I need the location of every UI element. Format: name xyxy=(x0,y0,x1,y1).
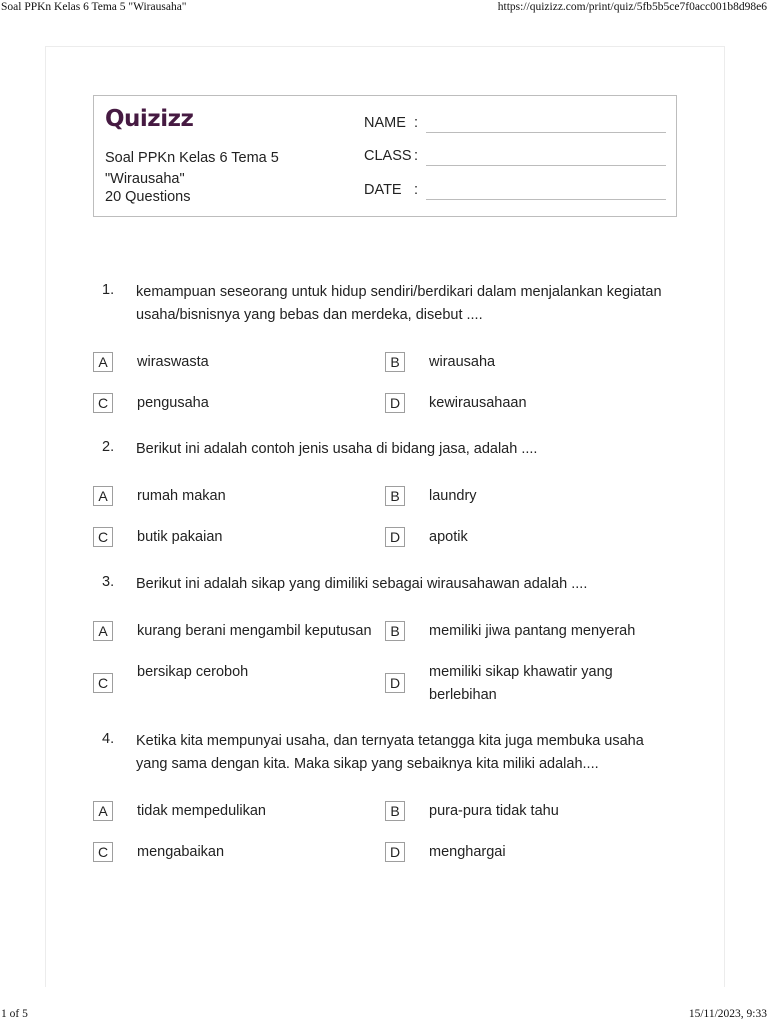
option-text: rumah makan xyxy=(137,488,226,504)
option-letter: B xyxy=(385,621,405,641)
print-footer xyxy=(0,1004,768,1024)
quiz-header-box xyxy=(93,95,677,217)
name-field xyxy=(364,115,419,131)
page-count: 1 of 5 xyxy=(1,1008,28,1020)
option-letter: B xyxy=(385,801,405,821)
option-text: kurang berani mengambil keputusan xyxy=(137,623,372,639)
question-number: 2. xyxy=(102,439,115,455)
option-letter: C xyxy=(93,527,113,547)
option-text: memiliki jiwa pantang menyerah xyxy=(429,623,636,639)
option-text: pura-pura tidak tahu xyxy=(429,803,559,819)
option-letter: D xyxy=(385,842,405,862)
name-label: NAME xyxy=(364,115,406,131)
print-datetime: 15/11/2023, 9:33 xyxy=(688,1008,767,1020)
date-line xyxy=(426,199,666,200)
option-text: tidak mempedulikan xyxy=(137,803,266,819)
option-text: pengusaha xyxy=(137,395,209,411)
option-letter: A xyxy=(93,621,113,641)
option-text: wirausaha xyxy=(429,354,496,370)
print-header xyxy=(0,0,768,18)
question-count: 20 Questions xyxy=(105,189,191,205)
option-letter: A xyxy=(93,486,113,506)
quizizz-logo: Quizizz xyxy=(105,106,194,132)
date-label: DATE xyxy=(364,182,402,198)
option-text: memiliki sikap khawatir yang berlebihan xyxy=(429,664,613,703)
option-text: laundry xyxy=(429,488,477,504)
quiz-title-line-1: Soal PPKn Kelas 6 Tema 5 xyxy=(105,150,279,166)
quiz-title-line-2: "Wirausaha" xyxy=(105,171,185,187)
option-letter: B xyxy=(385,352,405,372)
option-letter: D xyxy=(385,527,405,547)
class-label: CLASS xyxy=(364,148,412,164)
option-text: bersikap ceroboh xyxy=(137,664,249,680)
name-line xyxy=(426,132,666,133)
option-letter: C xyxy=(93,673,113,693)
option-text: wiraswasta xyxy=(137,354,209,370)
print-page-url: https://quizizz.com/print/quiz/5fb5b5ce7f0acc001b8d98e6 xyxy=(497,1,767,13)
option-letter: D xyxy=(385,673,405,693)
option-text: butik pakaian xyxy=(137,529,223,545)
question-text: Berikut ini adalah sikap yang dimiliki sebagai wirausahawan adalah .... xyxy=(136,576,588,592)
option-letter: B xyxy=(385,486,405,506)
date-field xyxy=(364,182,419,198)
class-line xyxy=(426,165,666,166)
question-number: 1. xyxy=(102,282,115,298)
option-text: kewirausahaan xyxy=(429,395,527,411)
option-text: mengabaikan xyxy=(137,844,225,860)
name-colon: : xyxy=(414,115,419,131)
date-colon: : xyxy=(414,182,419,198)
print-page-title: Soal PPKn Kelas 6 Tema 5 "Wirausaha" xyxy=(1,1,187,13)
option-letter: D xyxy=(385,393,405,413)
quiz-sheet xyxy=(45,46,725,987)
question-text: Ketika kita mempunyai usaha, dan ternyata tetangga kita juga membuka usaha yang sama dengan kita. Maka sikap yang sebaiknya kita miliki adalah.... xyxy=(136,733,644,772)
option-text: apotik xyxy=(429,529,468,545)
question-number: 3. xyxy=(102,574,115,590)
option-letter: A xyxy=(93,801,113,821)
question-text: kemampuan seseorang untuk hidup sendiri/berdikari dalam menjalankan kegiatan usaha/bisnisnya yang bebas dan merdeka, disebut .... xyxy=(136,284,662,323)
option-letter: C xyxy=(93,842,113,862)
class-colon: : xyxy=(414,148,419,164)
question-text: Berikut ini adalah contoh jenis usaha di bidang jasa, adalah .... xyxy=(136,441,538,457)
option-letter: C xyxy=(93,393,113,413)
quiz-title xyxy=(105,148,305,190)
class-field xyxy=(364,148,419,164)
option-text: menghargai xyxy=(429,844,506,860)
option-letter: A xyxy=(93,352,113,372)
question-number: 4. xyxy=(102,731,115,747)
